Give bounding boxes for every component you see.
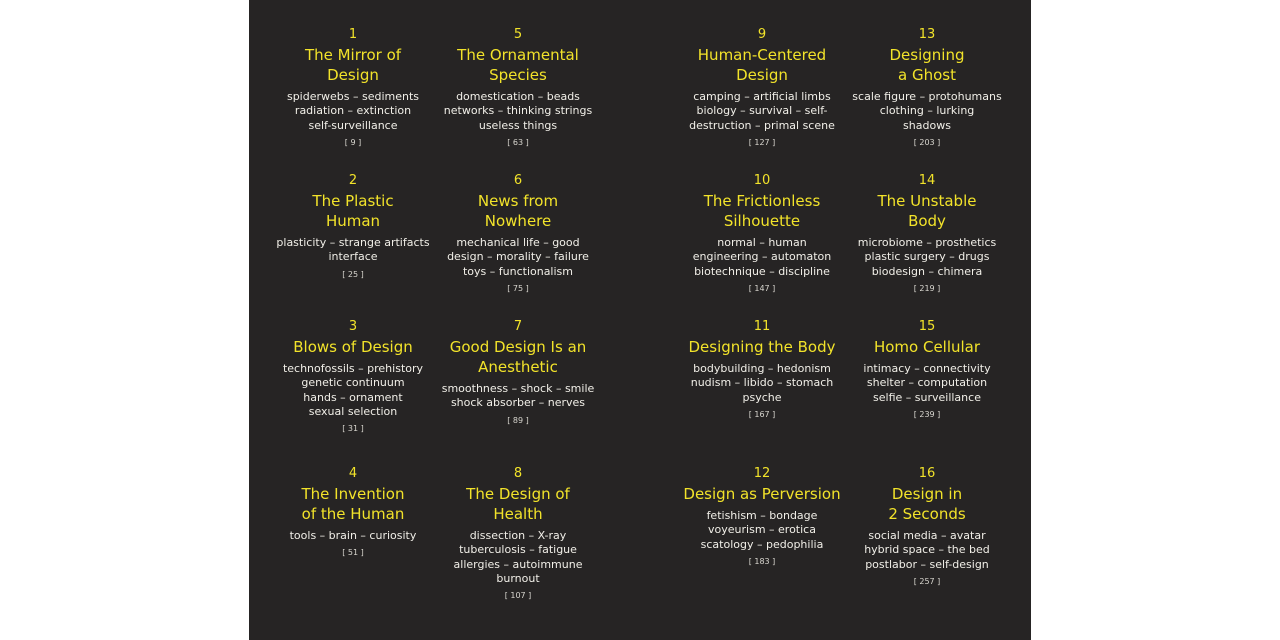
chapter-page-number: [ 75 ] (507, 283, 529, 293)
chapter-number: 10 (753, 173, 771, 188)
chapter-title: Design as Perversion (683, 485, 841, 503)
chapter-title: The Design of Health (466, 485, 570, 523)
chapter-title: Design in 2 Seconds (888, 485, 966, 523)
chapter-title: Designing a Ghost (889, 46, 965, 84)
chapter-keywords: spiderwebs – sediments radiation – extinction self-surveillance (286, 90, 420, 132)
chapter-keywords: technofossils – prehistory genetic continuum hands – ornament sexual selection (282, 362, 424, 418)
chapter-entry (672, 466, 852, 567)
chapter-entry (837, 27, 1017, 148)
chapter-keywords: microbiome – prosthetics plastic surgery – drugs biodesign – chimera (857, 236, 997, 278)
chapter-entry (263, 466, 443, 558)
chapter-page-number: [ 9 ] (344, 137, 362, 147)
chapter-title: The Unstable Body (877, 192, 977, 230)
chapter-entry (263, 319, 443, 434)
contents-page (249, 0, 1031, 640)
chapter-entry (672, 173, 852, 294)
chapter-page-number: [ 167 ] (748, 409, 776, 419)
chapter-number: 1 (348, 27, 358, 42)
chapter-number: 4 (348, 466, 358, 481)
chapter-number: 6 (513, 173, 523, 188)
chapter-entry (672, 319, 852, 420)
chapter-number: 9 (757, 27, 767, 42)
chapter-title: The Invention of the Human (301, 485, 405, 523)
chapter-number: 2 (348, 173, 358, 188)
chapter-title: News from Nowhere (477, 192, 559, 230)
chapter-number: 8 (513, 466, 523, 481)
chapter-entry (263, 27, 443, 148)
chapter-title: The Ornamental Species (457, 46, 579, 84)
chapter-keywords: domestication – beads networks – thinking strings useless things (443, 90, 593, 132)
chapter-page-number: [ 31 ] (342, 424, 364, 434)
chapter-keywords: social media – avatar hybrid space – the bed postlabor – self-design (864, 529, 990, 571)
chapter-keywords: intimacy – connectivity shelter – computation selfie – surveillance (863, 362, 991, 404)
chapter-page-number: [ 89 ] (507, 415, 529, 425)
chapter-keywords: mechanical life – good design – morality – failure toys – functionalism (447, 236, 589, 278)
chapter-title: The Plastic Human (312, 192, 394, 230)
chapter-keywords: scale figure – protohumans clothing – lurking shadows (852, 90, 1002, 132)
chapter-title: Good Design Is an Anesthetic (449, 338, 587, 376)
chapter-page-number: [ 219 ] (913, 283, 941, 293)
chapter-title: The Mirror of Design (304, 46, 402, 84)
chapter-title: Blows of Design (293, 338, 413, 356)
chapter-entry (428, 173, 608, 294)
chapter-page-number: [ 147 ] (748, 283, 776, 293)
chapter-page-number: [ 257 ] (913, 576, 941, 586)
chapter-title: Designing the Body (688, 338, 836, 356)
chapter-keywords: fetishism – bondage voyeurism – erotica scatology – pedophilia (700, 509, 824, 551)
chapter-keywords: smoothness – shock – smile shock absorber – nerves (441, 382, 595, 410)
chapter-keywords: tools – brain – curiosity (289, 529, 417, 542)
chapter-page-number: [ 63 ] (507, 137, 529, 147)
chapter-number: 12 (753, 466, 771, 481)
chapter-page-number: [ 107 ] (504, 591, 532, 601)
chapter-number: 3 (348, 319, 358, 334)
chapter-page-number: [ 51 ] (342, 548, 364, 558)
chapter-page-number: [ 25 ] (342, 269, 364, 279)
chapter-page-number: [ 127 ] (748, 137, 776, 147)
chapter-number: 7 (513, 319, 523, 334)
chapter-number: 13 (918, 27, 936, 42)
chapter-title: Human-Centered Design (697, 46, 827, 84)
chapter-keywords: camping – artificial limbs biology – survival – self- destruction – primal scene (689, 90, 835, 132)
chapter-entry (672, 27, 852, 148)
chapter-page-number: [ 183 ] (748, 556, 776, 566)
chapter-page-number: [ 203 ] (913, 137, 941, 147)
chapter-entry (837, 173, 1017, 294)
chapter-title: The Frictionless Silhouette (703, 192, 821, 230)
chapter-entry (263, 173, 443, 280)
chapter-title: Homo Cellular (873, 338, 981, 356)
chapter-number: 16 (918, 466, 936, 481)
chapter-entry (428, 466, 608, 601)
chapter-number: 11 (753, 319, 771, 334)
chapter-number: 14 (918, 173, 936, 188)
chapter-entry (428, 27, 608, 148)
chapter-number: 5 (513, 27, 523, 42)
chapter-entry (837, 466, 1017, 587)
chapter-keywords: dissection – X-ray tuberculosis – fatigue allergies – autoimmune burnout (453, 529, 583, 585)
chapter-keywords: normal – human engineering – automaton biotechnique – discipline (692, 236, 832, 278)
chapter-page-number: [ 239 ] (913, 409, 941, 419)
chapter-entry (837, 319, 1017, 420)
chapter-keywords: bodybuilding – hedonism nudism – libido – stomach psyche (690, 362, 834, 404)
chapter-number: 15 (918, 319, 936, 334)
chapter-entry (428, 319, 608, 426)
chapter-keywords: plasticity – strange artifacts interface (276, 236, 430, 264)
